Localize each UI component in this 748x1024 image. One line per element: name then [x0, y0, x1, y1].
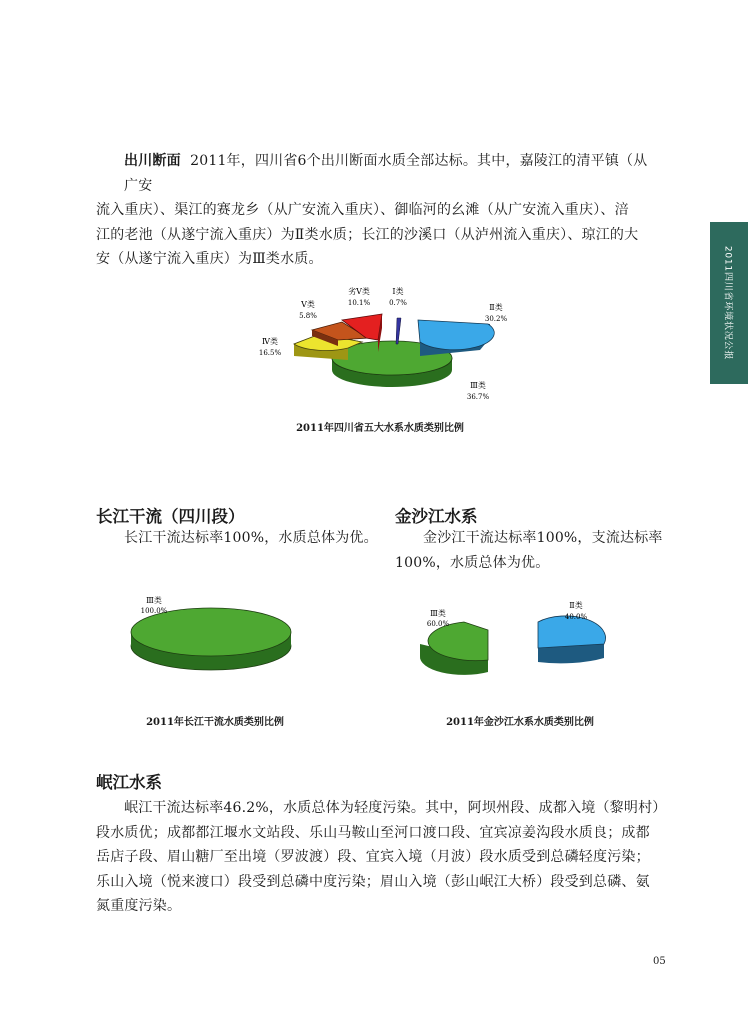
chart3-label-iii-pct: 60.0% [426, 620, 450, 628]
minjiang-line-5: 氮重度污染。 [96, 898, 182, 914]
chart1-slices [294, 314, 494, 387]
chart3-label-ii-name: Ⅱ类 [569, 601, 583, 610]
intro-line-2: 流入重庆）、渠江的赛龙乡（从广安流入重庆）、御临河的幺滩（从广安流入重庆）、涪 [96, 202, 629, 218]
chart1-label-worse-v-pct: 10.1% [347, 299, 371, 307]
side-tab [710, 222, 748, 384]
chart1-caption: 2011年四川省五大水系水质类别比例 [296, 423, 464, 434]
intro-paragraph [96, 149, 656, 272]
chart1-label-iv-name: Ⅳ类 [262, 337, 278, 346]
chart1-label-ii-pct: 30.2% [484, 315, 508, 323]
chart2-slice-iii [131, 608, 291, 670]
intro-line-3: 江的老池（从遂宁流入重庆）为Ⅱ类水质；长江的沙溪口（从泸州流入重庆）、琼江的大 [96, 226, 639, 243]
chart1-label-ii-name: Ⅱ类 [489, 303, 503, 312]
chart1-label-iii-name: Ⅲ类 [470, 381, 486, 390]
chart2-caption: 2011年长江干流水质类别比例 [146, 717, 284, 728]
jinsha-line-2: 100%，水质总体为优。 [395, 554, 550, 571]
chart-yangtze [120, 592, 310, 688]
chart1-label-v-name: Ⅴ类 [301, 300, 315, 309]
chart-five-systems [250, 278, 510, 408]
minjiang-paragraph [96, 796, 666, 919]
page-number: 05 [653, 956, 666, 967]
chart1-label-iv-pct: 16.5% [258, 349, 282, 357]
jinsha-heading: 金沙江水系 [395, 507, 478, 526]
minjiang-heading: 岷江水系 [96, 773, 162, 792]
jinsha-line-1: 金沙江干流达标率100%，支流达标率 [423, 530, 663, 546]
intro-line-4: 安（从遂宁流入重庆）为Ⅲ类水质。 [96, 251, 323, 267]
chart1-label-worse-v-name: 劣Ⅴ类 [348, 287, 370, 296]
intro-title: 出川断面 [124, 153, 181, 169]
chart1-label-iii-pct: 36.7% [466, 393, 490, 401]
chart1-label-i-pct: 0.7% [389, 299, 407, 307]
chart1-slice-i [396, 318, 401, 344]
chart1-slice-ii [418, 320, 494, 356]
chart3-label-ii-pct: 40.0% [564, 613, 588, 621]
yangtze-text: 长江干流达标率100%，水质总体为优。 [124, 530, 378, 546]
chart2-label-name: Ⅲ类 [146, 596, 162, 605]
chart1-label-v-pct: 5.8% [299, 312, 317, 320]
minjiang-line-1: 岷江干流达标率46.2%，水质总体为轻度污染。其中，阿坝州段、成都入境（黎明村） [124, 800, 667, 816]
minjiang-line-4: 乐山入境（悦来渡口）段受到总磷中度污染；眉山入境（彭山岷江大桥）段受到总磷、氨 [96, 873, 650, 890]
chart3-caption: 2011年金沙江水系水质类别比例 [446, 717, 594, 728]
side-tab-label: 2011四川省环境状况公报 [722, 245, 733, 361]
chart2-label-pct: 100.0% [140, 607, 168, 615]
minjiang-line-3: 岳店子段、眉山糖厂至出境（罗波渡）段、宜宾入境（月波）段水质受到总磷轻度污染； [96, 849, 650, 865]
jinsha-paragraph [395, 526, 665, 575]
minjiang-line-2: 段水质优；成都都江堰水文站段、乐山马鞍山至河口渡口段、宜宾凉姜沟段水质良；成都 [96, 824, 650, 841]
chart3-label-iii-name: Ⅲ类 [430, 609, 446, 618]
chart-jinsha [408, 592, 608, 688]
chart3-slice-iii [420, 622, 488, 675]
yangtze-heading: 长江干流（四川段） [96, 507, 245, 526]
chart3-slice-ii [538, 616, 606, 663]
intro-line-1 [96, 149, 656, 198]
chart1-label-i-name: Ⅰ类 [392, 287, 404, 296]
intro-line-1-text: 2011年，四川省6个出川断面水质全部达标。其中，嘉陵江的清平镇（从广安 [124, 153, 648, 194]
